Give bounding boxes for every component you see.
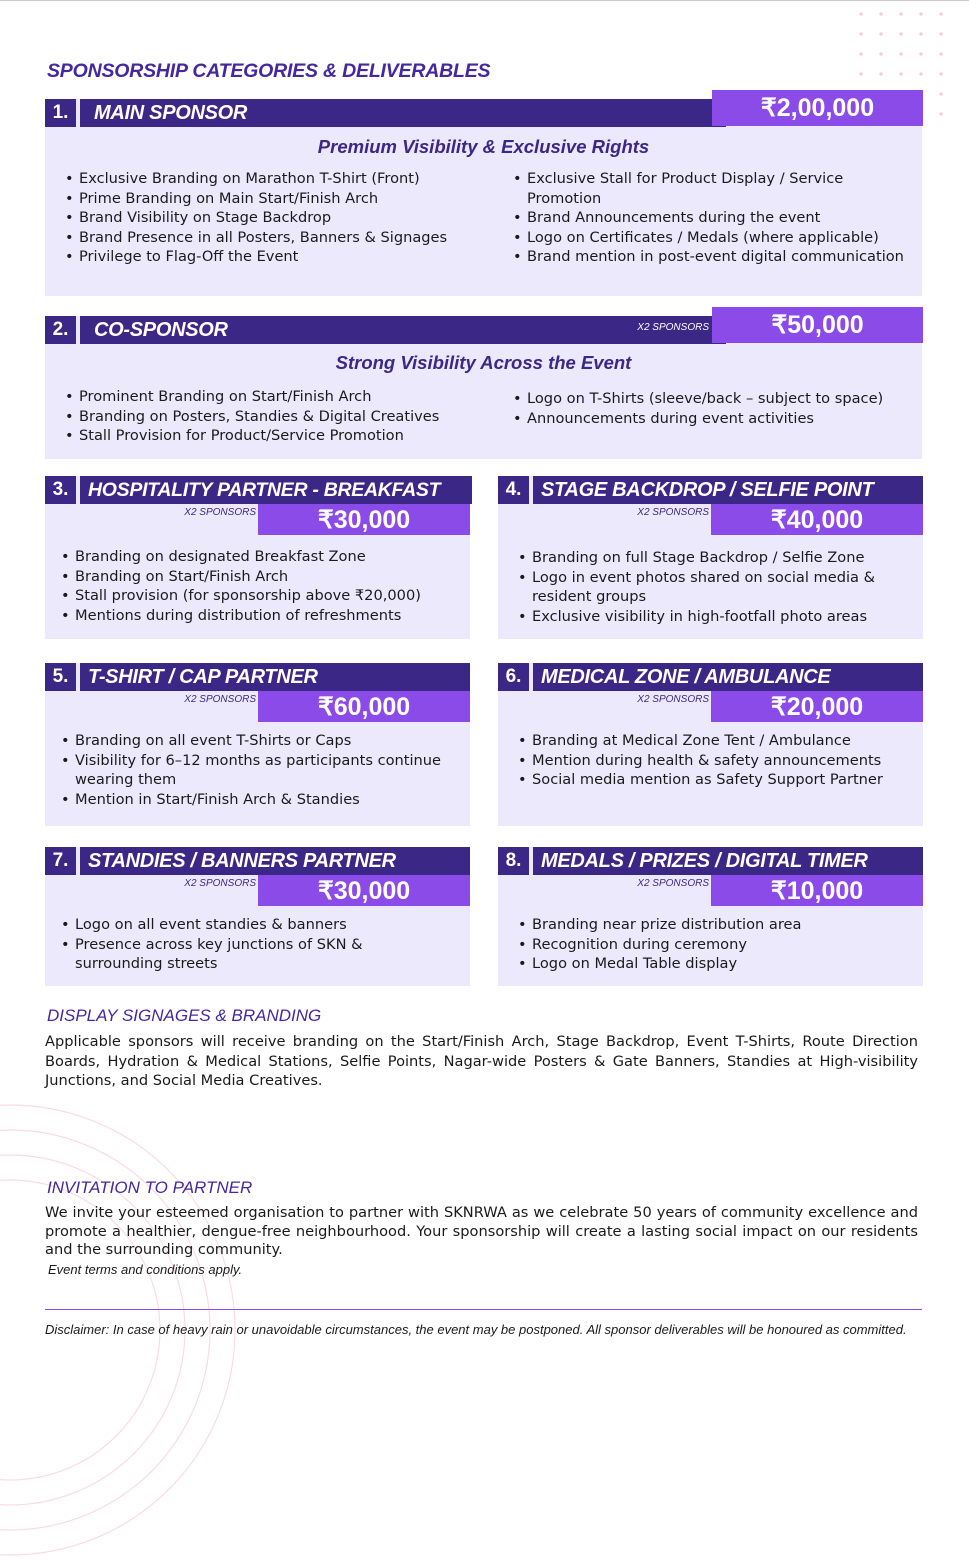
list-item: • Presence across key junctions of SKN & surrounding streets	[53, 935, 413, 974]
sponsor-title: MAIN SPONSOR	[80, 99, 726, 127]
sponsor-card-medical-zone	[498, 663, 923, 826]
sponsor-price: ₹30,000	[258, 875, 470, 906]
list-item: • Exclusive Stall for Product Display / Service Promotion	[505, 169, 915, 208]
list-item: • Brand mention in post-event digital communication	[505, 247, 915, 267]
sponsor-title: MEDALS / PRIZES / DIGITAL TIMER	[533, 847, 923, 875]
sponsor-subtitle: Premium Visibility & Exclusive Rights	[317, 136, 650, 157]
invitation-text: We invite your esteemed organisation to partner with SKNRWA as we celebrate 50 years of community excellence and promote a healthier, dengue-free neighbourhood. Your sponsorship will create a lasting social impact on our residents and the surrounding community.	[45, 1204, 918, 1258]
deliverables-list	[510, 915, 915, 974]
display-signages-text: Applicable sponsors will receive branding on the Start/Finish Arch, Stage Backdrop, Event T-Shirts, Route Direction Boards, Hydration & Medical Stations, Selfie Points, Nagar-wide Posters & Gate Banners, Standies at High-visibility Junctions, and Social Media Creatives.	[45, 1033, 918, 1090]
sponsor-price: ₹60,000	[258, 691, 470, 722]
sponsor-number: 1.	[45, 99, 76, 127]
list-item: • Prime Branding on Main Start/Finish Arch	[57, 189, 487, 209]
sponsor-number: 3.	[45, 476, 76, 504]
sponsor-number: 4.	[498, 476, 529, 504]
sponsor-number: 8.	[498, 847, 529, 875]
sponsor-title: MEDICAL ZONE / AMBULANCE	[533, 663, 923, 691]
list-item: • Logo on Certificates / Medals (where applicable)	[505, 228, 915, 248]
x2-sponsors-label: X2 SPONSORS	[184, 507, 256, 518]
sponsor-card-hospitality	[45, 476, 470, 639]
list-item: • Brand Presence in all Posters, Banners & Signages	[57, 228, 487, 248]
sponsor-title: CO-SPONSOR	[80, 316, 726, 344]
sponsor-number: 6.	[498, 663, 529, 691]
list-item: • Branding on full Stage Backdrop / Selfie Zone	[510, 548, 915, 568]
list-item: • Mention during health & safety announcements	[510, 751, 915, 771]
sponsor-card-co	[45, 311, 922, 459]
sponsor-card-stage-backdrop	[498, 476, 923, 639]
x2-sponsors-label: X2 SPONSORS	[637, 322, 709, 333]
page-heading: SPONSORSHIP CATEGORIES & DELIVERABLES	[47, 60, 491, 82]
sponsor-card-standies-banners	[45, 847, 470, 986]
list-item: • Logo on Medal Table display	[510, 954, 915, 974]
list-item: • Stall provision (for sponsorship above ₹20,000)	[53, 586, 465, 606]
sponsor-price: ₹2,00,000	[712, 90, 923, 126]
sponsor-title: STANDIES / BANNERS PARTNER	[80, 847, 470, 875]
deliverables-list	[510, 548, 915, 626]
list-item: • Visibility for 6–12 months as participants continue wearing them	[53, 751, 465, 790]
list-item: • Exclusive Branding on Marathon T-Shirt (Front)	[57, 169, 487, 189]
list-item: • Logo in event photos shared on social media & resident groups	[510, 568, 915, 607]
x2-sponsors-label: X2 SPONSORS	[184, 878, 256, 889]
sponsor-card-tshirt-cap	[45, 663, 470, 826]
sponsor-title: T-SHIRT / CAP PARTNER	[80, 663, 470, 691]
list-item: • Logo on all event standies & banners	[53, 915, 413, 935]
sponsor-price: ₹30,000	[258, 504, 470, 535]
sponsor-subtitle: Strong Visibility Across the Event	[335, 352, 632, 373]
disclaimer: Disclaimer: In case of heavy rain or unavoidable circumstances, the event may be postponed. All sponsor deliverables will be honoured as committed.	[45, 1322, 907, 1337]
deliverables-list-right	[505, 389, 915, 428]
x2-sponsors-label: X2 SPONSORS	[637, 507, 709, 518]
deliverables-list	[53, 915, 413, 974]
list-item: • Branding near prize distribution area	[510, 915, 915, 935]
list-item: • Branding at Medical Zone Tent / Ambulance	[510, 731, 915, 751]
list-item: • Branding on all event T-Shirts or Caps	[53, 731, 465, 751]
sponsor-title: STAGE BACKDROP / SELFIE POINT	[533, 476, 923, 504]
list-item: • Announcements during event activities	[505, 409, 915, 429]
list-item: • Branding on designated Breakfast Zone	[53, 547, 465, 567]
list-item: • Privilege to Flag-Off the Event	[57, 247, 487, 267]
x2-sponsors-label: X2 SPONSORS	[637, 878, 709, 889]
deliverables-list	[53, 731, 465, 809]
sponsor-price: ₹40,000	[711, 504, 923, 535]
sponsor-price: ₹20,000	[711, 691, 923, 722]
deliverables-list-left	[57, 169, 487, 267]
list-item: • Exclusive visibility in high-footfall photo areas	[510, 607, 915, 627]
sponsor-price: ₹50,000	[712, 307, 923, 343]
deliverables-list-left	[57, 387, 497, 446]
sponsor-number: 2.	[45, 316, 76, 344]
sponsor-number: 5.	[45, 663, 76, 691]
list-item: • Mention in Start/Finish Arch & Standies	[53, 790, 465, 810]
list-item: • Prominent Branding on Start/Finish Arch	[57, 387, 497, 407]
list-item: • Mentions during distribution of refreshments	[53, 606, 465, 626]
list-item: • Logo on T-Shirts (sleeve/back – subject to space)	[505, 389, 915, 409]
sponsor-number: 7.	[45, 847, 76, 875]
top-border	[0, 0, 969, 1]
list-item: • Branding on Posters, Standies & Digital Creatives	[57, 407, 497, 427]
divider	[45, 1309, 922, 1310]
sponsor-card-main	[45, 94, 922, 296]
list-item: • Brand Visibility on Stage Backdrop	[57, 208, 487, 228]
deliverables-list	[510, 731, 915, 790]
display-signages-title: DISPLAY SIGNAGES & BRANDING	[47, 1006, 322, 1025]
list-item: • Recognition during ceremony	[510, 935, 915, 955]
list-item: • Brand Announcements during the event	[505, 208, 915, 228]
x2-sponsors-label: X2 SPONSORS	[637, 694, 709, 705]
list-item: • Stall Provision for Product/Service Promotion	[57, 426, 497, 446]
list-item: • Branding on Start/Finish Arch	[53, 567, 465, 587]
terms-note: Event terms and conditions apply.	[48, 1262, 243, 1277]
sponsor-card-medals-prizes	[498, 847, 923, 986]
x2-sponsors-label: X2 SPONSORS	[184, 694, 256, 705]
sponsor-price: ₹10,000	[711, 875, 923, 906]
deliverables-list	[53, 547, 465, 625]
list-item: • Social media mention as Safety Support Partner	[510, 770, 915, 790]
sponsor-title: HOSPITALITY PARTNER - BREAKFAST	[80, 476, 472, 504]
invitation-title: INVITATION TO PARTNER	[47, 1178, 253, 1197]
deliverables-list-right	[505, 169, 915, 267]
